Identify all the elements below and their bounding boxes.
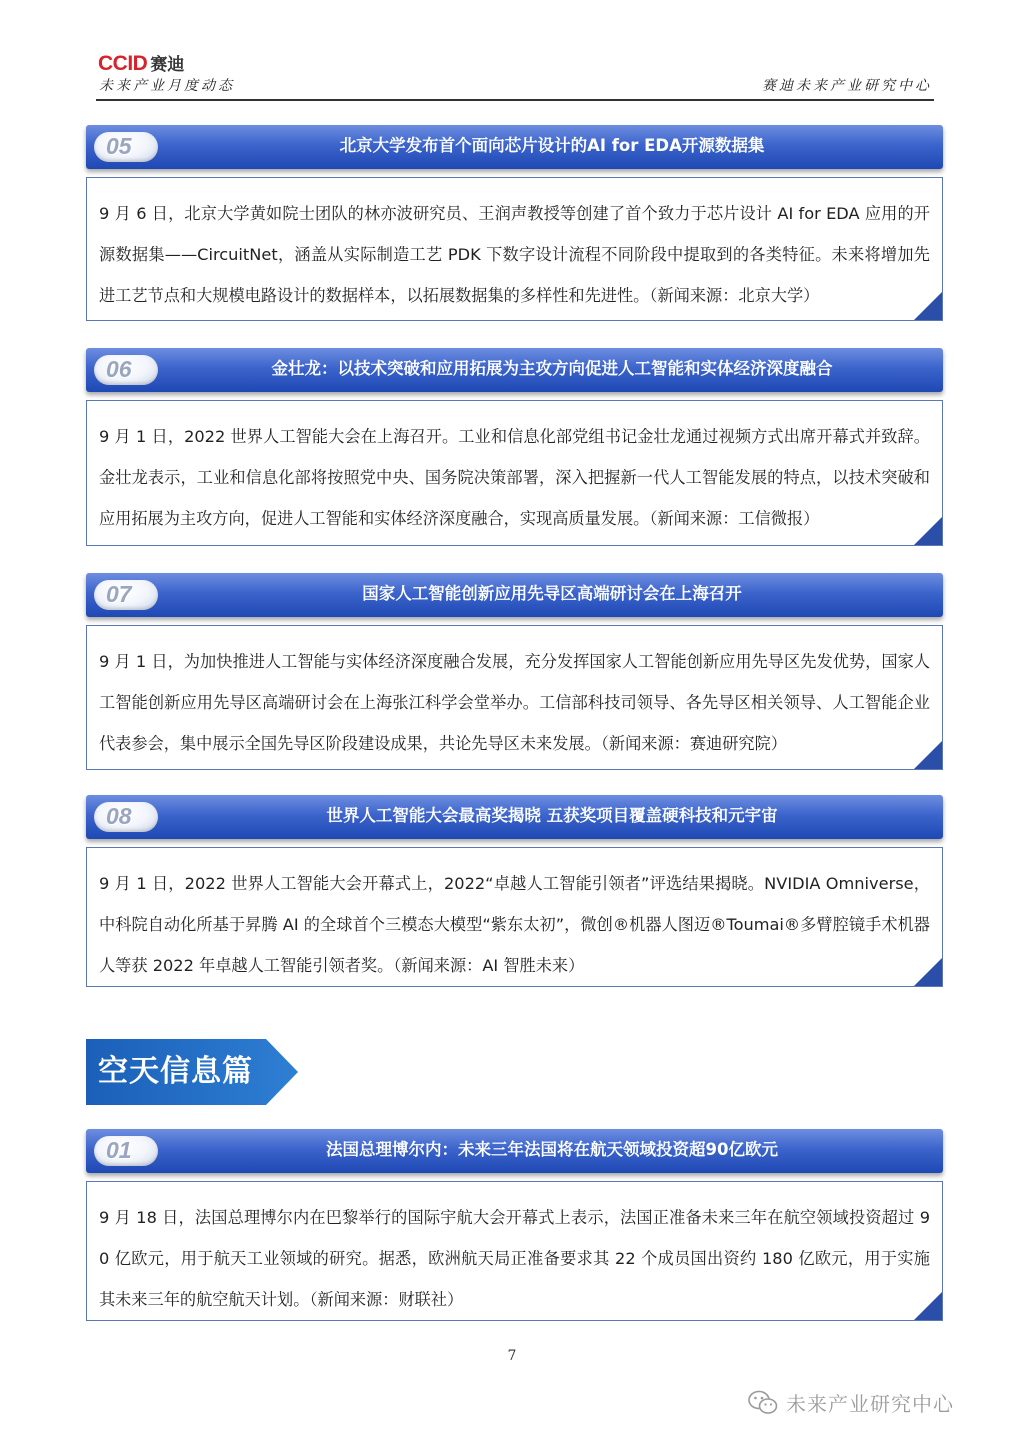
corner-triangle-icon: [914, 292, 942, 320]
news-body: [86, 177, 943, 321]
number-badge: [94, 580, 158, 610]
news-number: 07: [106, 581, 132, 607]
news-title-bar: [86, 348, 943, 392]
logo-cn: 赛迪: [150, 55, 185, 75]
news-number: 08: [106, 803, 132, 829]
section-title: 空天信息篇: [98, 1054, 253, 1089]
news-card-07: [86, 573, 943, 770]
organization-name: 赛迪未来产业研究中心: [762, 78, 932, 94]
number-badge: [94, 1136, 158, 1166]
corner-triangle-icon: [914, 741, 942, 769]
header-divider: [96, 99, 934, 101]
space-news-card-01: [86, 1129, 943, 1321]
watermark-text: 未来产业研究中心: [786, 1392, 954, 1416]
news-body: [86, 400, 943, 546]
news-number: 05: [106, 133, 132, 159]
logo-en: CCID: [98, 52, 148, 75]
news-card-08: [86, 795, 943, 987]
page-number: 7: [507, 1348, 517, 1364]
news-card-05: [86, 125, 943, 321]
news-title-bar: [86, 795, 943, 839]
number-badge: [94, 802, 158, 832]
number-badge: [94, 355, 158, 385]
news-title: 国家人工智能创新应用先导区高端研讨会在上海召开: [362, 584, 742, 603]
news-number: 06: [106, 356, 132, 382]
news-title-bar: [86, 573, 943, 617]
news-title: 世界人工智能大会最高奖揭晓 五获奖项目覆盖硬科技和元宇宙: [326, 806, 778, 825]
ccid-logo: [98, 50, 185, 75]
news-text: 9 月 1 日，2022 世界人工智能大会开幕式上，2022“卓越人工智能引领者”评选结果揭晓。NVIDIA Omniverse，中科院自动化所基于昇腾 AI 的全球首个三模态大模型“紫东太初”，微创®机器人图迈®Toumai®多臂腔镜手术机器人等获 2022 年卓越人工智能引领者奖。（新闻来源：AI 智胜未来）: [99, 874, 930, 975]
news-title-bar: [86, 125, 943, 169]
news-text: 9 月 1 日，为加快推进人工智能与实体经济深度融合发展，充分发挥国家人工智能创新应用先导区先发优势，国家人工智能创新应用先导区高端研讨会在上海张江科学会堂举办。工信部科技司领导、各先导区相关领导、人工智能企业代表参会，集中展示全国先导区阶段建设成果，共论先导区未来发展。（新闻来源：赛迪研究院）: [99, 652, 930, 753]
corner-triangle-icon: [914, 958, 942, 986]
number-badge: [94, 132, 158, 162]
section-banner: [86, 1039, 298, 1105]
news-number: 01: [106, 1137, 132, 1163]
news-body: [86, 847, 943, 987]
wechat-icon: [748, 1390, 778, 1416]
news-text: 9 月 1 日，2022 世界人工智能大会在上海召开。工业和信息化部党组书记金壮龙通过视频方式出席开幕式并致辞。金壮龙表示，工业和信息化部将按照党中央、国务院决策部署，深入把握新一代人工智能发展的特点，以技术突破和应用拓展为主攻方向，促进人工智能和实体经济深度融合，实现高质量发展。（新闻来源：工信微报）: [99, 427, 930, 528]
corner-triangle-icon: [914, 517, 942, 545]
news-title: 法国总理博尔内：未来三年法国将在航天领域投资超90亿欧元: [326, 1140, 778, 1159]
news-card-06: [86, 348, 943, 546]
news-text: 9 月 6 日，北京大学黄如院士团队的林亦波研究员、王润声教授等创建了首个致力于芯片设计 AI for EDA 应用的开源数据集——CircuitNet，涵盖从实际制造工艺 PDK 下数字设计流程不同阶段中提取到的各类特征。未来将增加先进工艺节点和大规模电路设计的数据样本，以拓展数据集的多样性和先进性。（新闻来源：北京大学）: [99, 204, 930, 305]
news-text: 9 月 18 日，法国总理博尔内在巴黎举行的国际宇航大会开幕式上表示，法国正准备未来三年在航空领域投资超过 90 亿欧元，用于航天工业领域的研究。据悉，欧洲航天局正准备要求其 22 个成员国出资约 180 亿欧元，用于实施其未来三年的航空航天计划。（新闻来源：财联社）: [99, 1208, 930, 1309]
news-title: 金壮龙：以技术突破和应用拓展为主攻方向促进人工智能和实体经济深度融合: [271, 359, 833, 378]
wechat-watermark: [748, 1388, 954, 1417]
corner-triangle-icon: [914, 1292, 942, 1320]
news-body: [86, 625, 943, 770]
publication-title: 未来产业月度动态: [99, 78, 235, 94]
news-title: 北京大学发布首个面向芯片设计的AI for EDA开源数据集: [339, 136, 765, 155]
news-body: [86, 1181, 943, 1321]
news-title-bar: [86, 1129, 943, 1173]
